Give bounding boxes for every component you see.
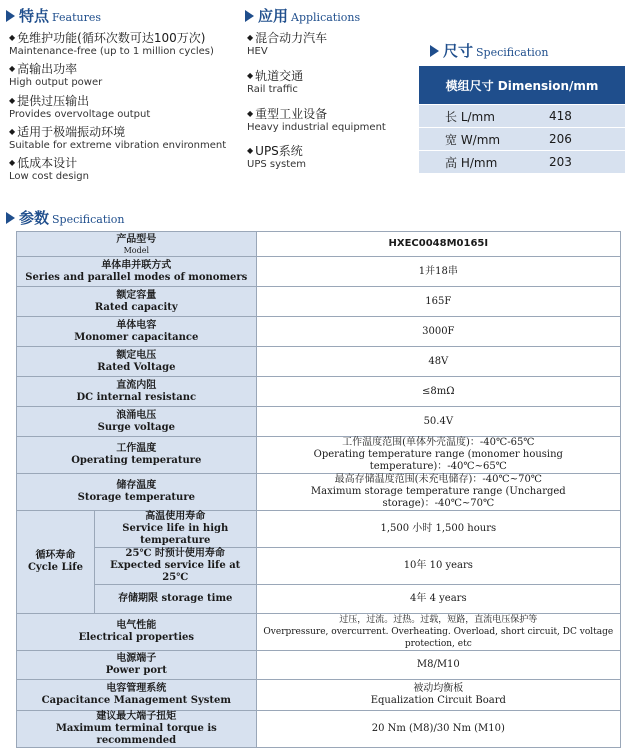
dimension-row: 高 H/mm 203 [419,151,625,173]
chevron-right-icon [6,212,15,224]
table-row: 浪涌电压 Surge voltage 50.4V [17,407,621,437]
parameter-table [16,231,621,748]
feature-item: ◆ 提供过压输出 Provides overvoltage output [9,94,150,122]
feature-item: ◆ 低成本设计 Low cost design [9,156,89,184]
application-item: ◆ 混合动力汽车 HEV [247,31,327,59]
features-title: 特点 Features [6,5,101,26]
table-row: 电源端子 Power port M8/M10 [17,651,621,680]
dimension-header: 模组尺寸 Dimension/mm [419,66,625,104]
dimension-row: 宽 W/mm 206 [419,128,625,150]
chevron-right-icon [245,10,254,22]
feature-item: ◆ 高输出功率 High output power [9,62,102,90]
table-row: 建议最大端子扭矩 Maximum terminal torque is recommended 20 Nm (M8)/30 Nm (M10) [17,711,621,748]
application-item: ◆ UPS系统 UPS system [247,144,306,172]
application-item: ◆ 重型工业设备 Heavy industrial equipment [247,107,386,135]
table-row: 25℃ 时预计使用寿命 Expected service life at 25℃ 10年 10 years [17,548,621,585]
table-row: 工作温度 Operating temperature 工作温度范围(单体外壳温度)：-40℃-65℃ Operating temperature range (monomer housing temperature)：-40℃~65℃ [17,437,621,474]
chevron-right-icon [430,45,439,57]
table-row: 存储期限 storage time 4年 4 years [17,585,621,614]
feature-item: ◆ 免维护功能(循环次数可达100万次) Maintenance-free (up to 1 million cycles) [9,31,214,59]
table-row: 额定容量 Rated capacity 165F [17,287,621,317]
table-row: 储存温度 Storage temperature 最高存储温度范围(未充电储存)：-40℃~70℃ Maximum storage temperature range (Uncharged storage)：-40℃~70℃ [17,474,621,511]
applications-title: 应用 Applications [245,5,360,26]
table-row: 循环寿命 Cycle Life 高温使用寿命 Service life in high temperature 1,500 小时 1,500 hours [17,511,621,548]
table-row: 单体电容 Monomer capacitance 3000F [17,317,621,347]
parameters-title: 参数 Specification [6,207,124,228]
feature-item: ◆ 适用于极端振动环境 Suitable for extreme vibration environment [9,125,226,153]
table-row: 额定电压 Rated Voltage 48V [17,347,621,377]
dimension-row: 长 L/mm 418 [419,105,625,127]
dimension-title: 尺寸 Specification [430,40,548,61]
table-row: 电容管理系统 Capacitance Management System 被动均衡板 Equalization Circuit Board [17,680,621,711]
chevron-right-icon [6,10,15,22]
table-row: 直流内阻 DC internal resistanc ≤8mΩ [17,377,621,407]
application-item: ◆ 轨道交通 Rail traffic [247,69,303,97]
table-row: 单体串并联方式 Series and parallel modes of monomers 1并18串 [17,257,621,287]
table-row: 产品型号 Model HXEC0048M0165I [17,232,621,257]
dimension-table [419,66,625,173]
table-row: 电气性能 Electrical properties 过压，过流。过热。过载，短路，直流电压保护等 Overpressure, overcurrent. Overheating. Overload, short circuit, DC voltage protection, etc [17,614,621,651]
